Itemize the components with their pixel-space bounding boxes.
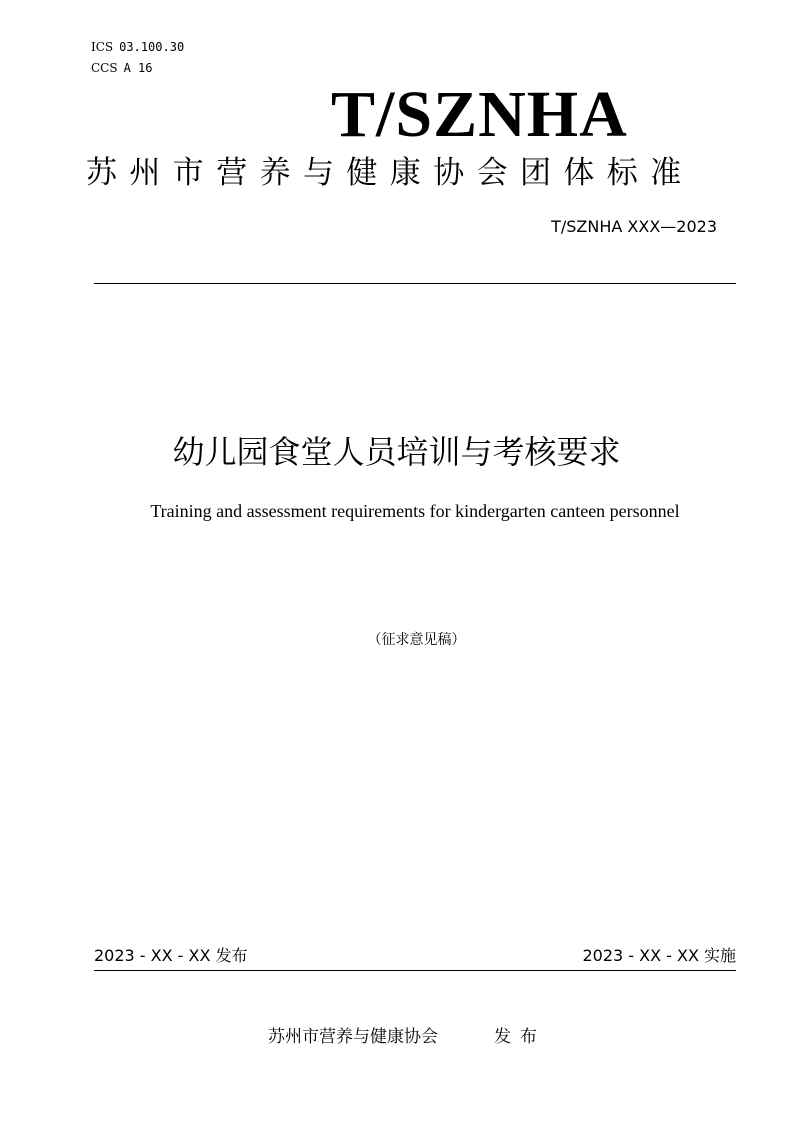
- document-title-english: Training and assessment requirements for kindergarten canteen personnel: [150, 501, 680, 521]
- ics-label: ICS: [91, 40, 114, 54]
- document-title-chinese: 幼儿园食堂人员培训与考核要求: [172, 433, 621, 471]
- implementation-date: 2023 - XX - XX 实施: [582, 946, 736, 965]
- ics-line: [91, 40, 184, 54]
- ccs-code: A 16: [123, 61, 153, 75]
- ccs-line: [91, 61, 153, 75]
- draft-note: （征求意见稿）: [367, 632, 466, 648]
- org-standard-title: 苏州市营养与健康协会团体标准: [86, 155, 694, 191]
- brand-code: T/SZNHA: [331, 78, 628, 151]
- ccs-label: CCS: [91, 61, 118, 75]
- publish-word: 发布: [494, 1027, 546, 1047]
- issue-date: 2023 - XX - XX 发布: [94, 946, 248, 965]
- standard-number: T/SZNHA XXX—2023: [551, 217, 717, 236]
- publisher-name: 苏州市营养与健康协会: [268, 1027, 438, 1047]
- ics-code: 03.100.30: [119, 40, 185, 54]
- top-divider: [94, 283, 736, 284]
- bottom-divider: [94, 970, 736, 971]
